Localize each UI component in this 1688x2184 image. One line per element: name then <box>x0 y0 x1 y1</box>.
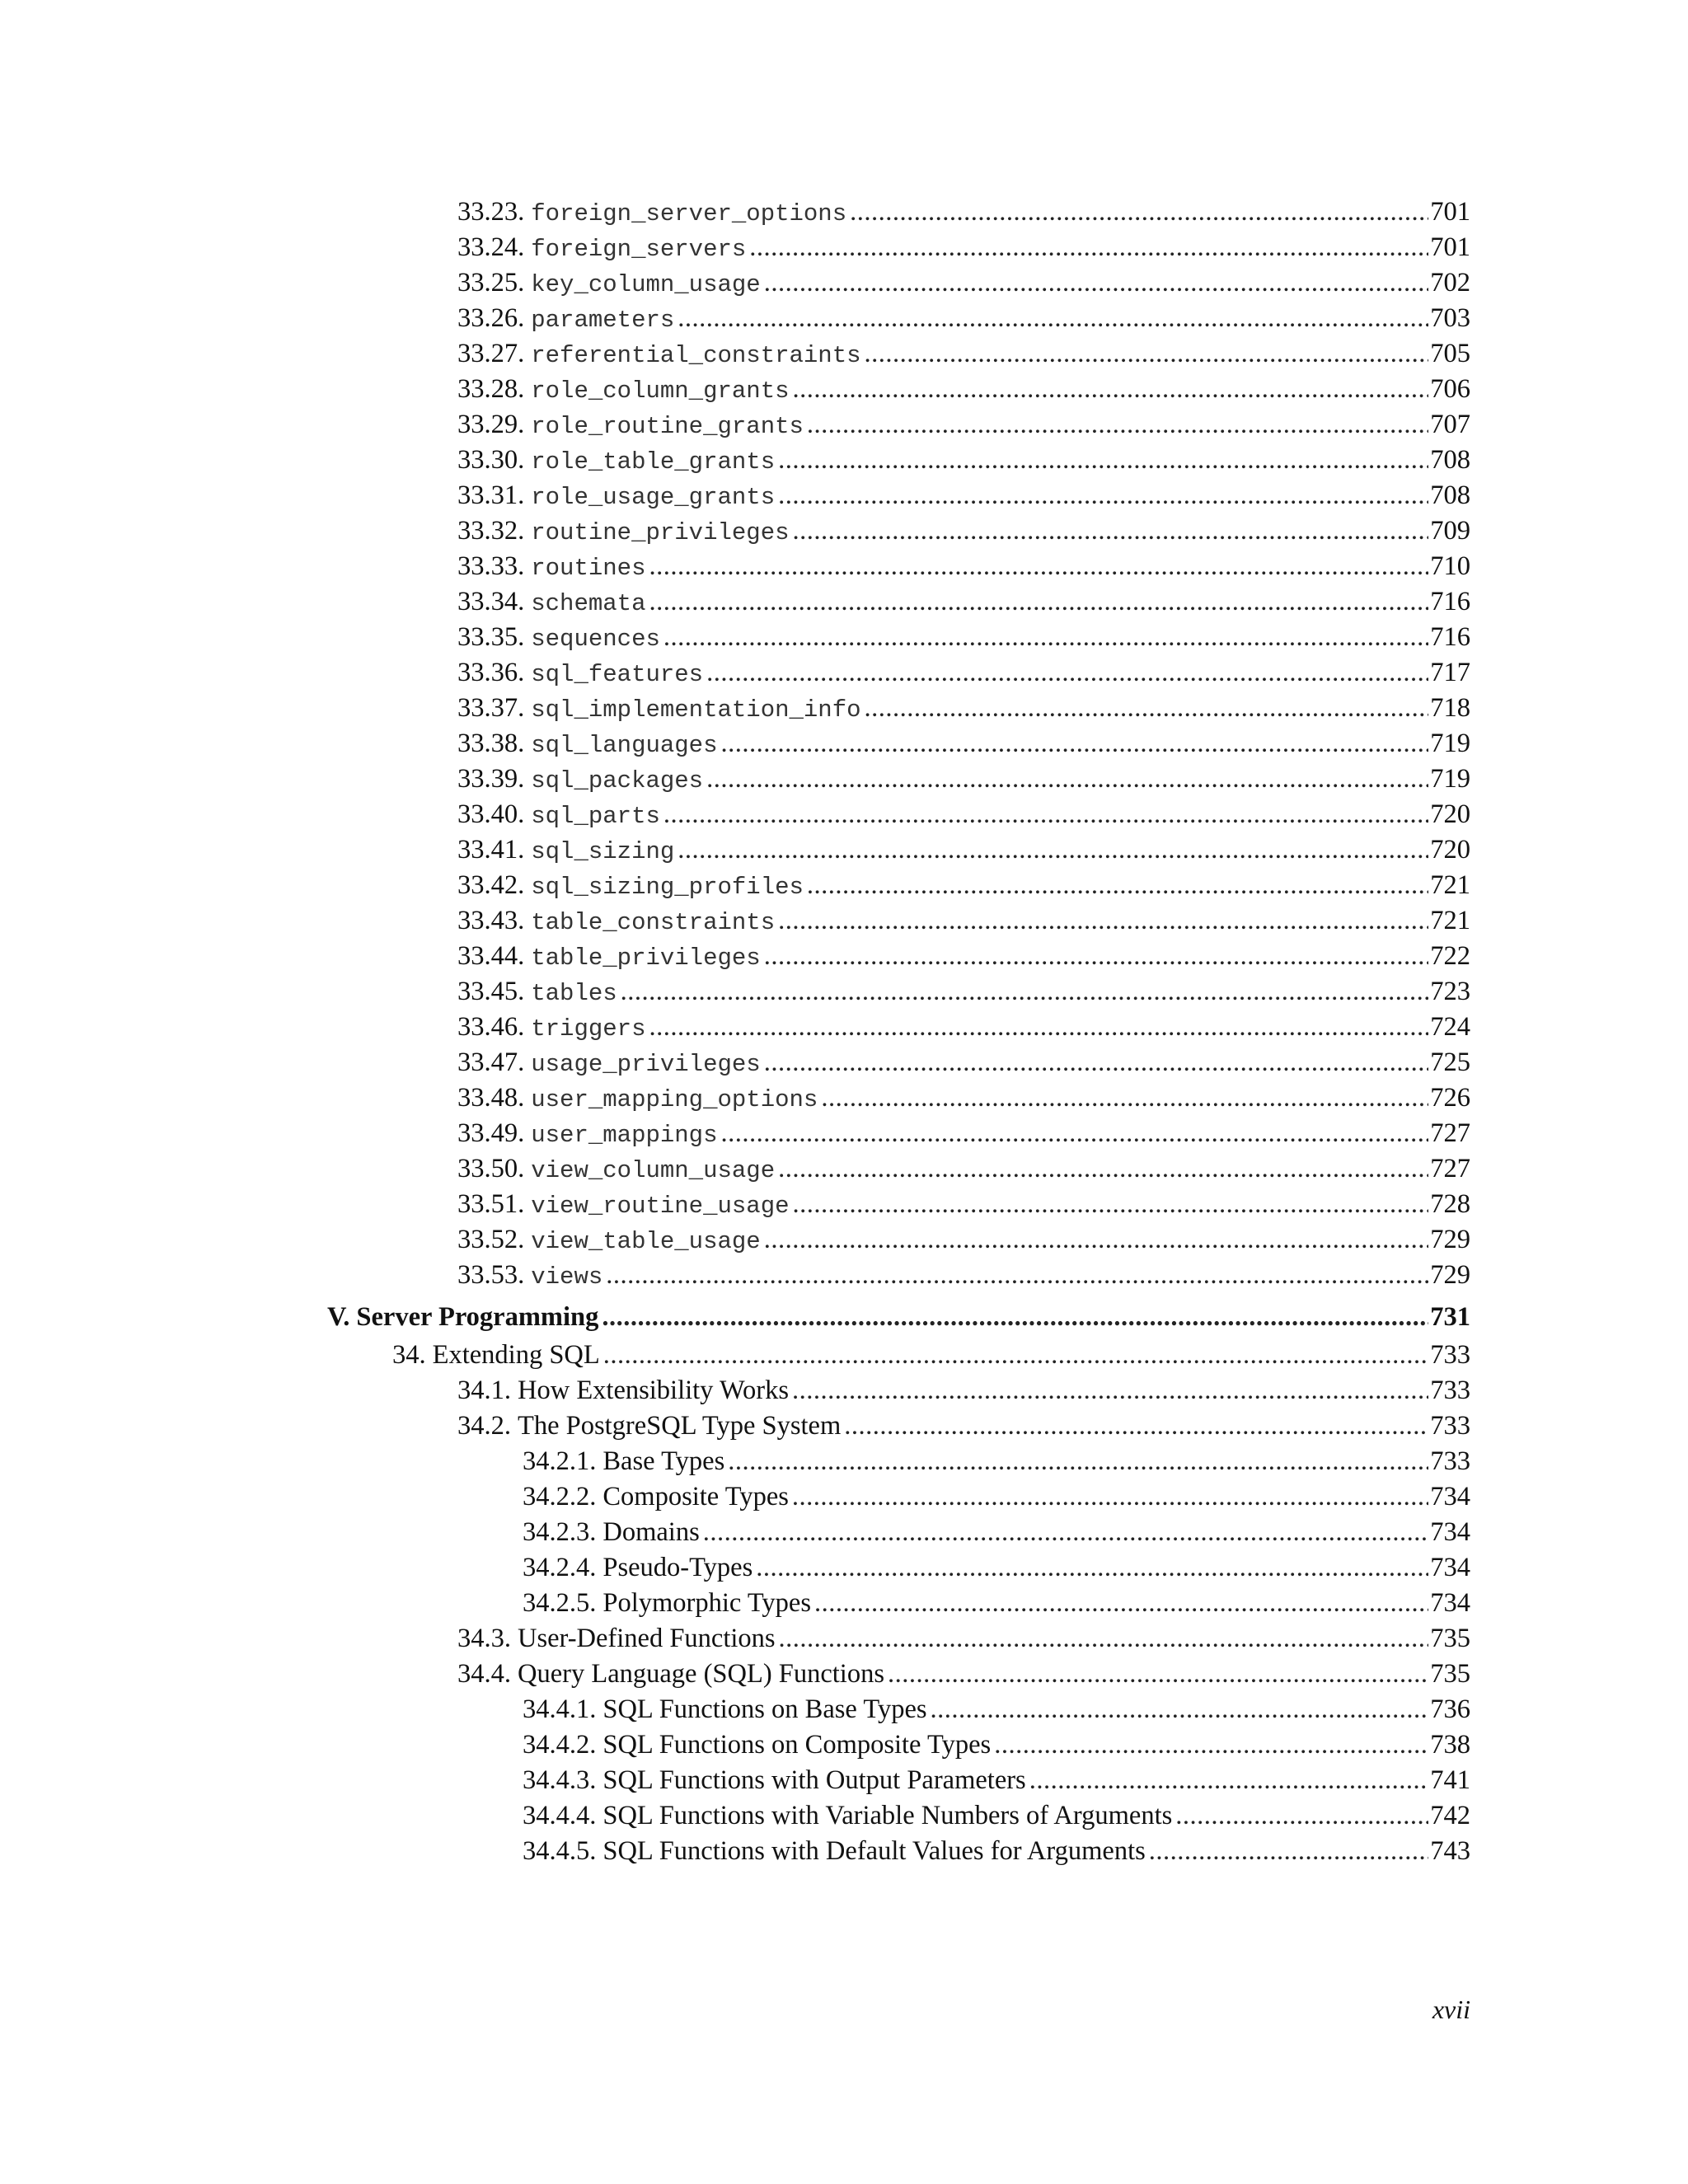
toc-entry-title: sequences <box>531 626 660 653</box>
toc-entry[interactable] <box>327 868 1470 903</box>
toc-entry[interactable] <box>327 1479 1470 1515</box>
dot-leader <box>865 691 1429 726</box>
dot-leader <box>793 1187 1429 1222</box>
toc-entry-number: 34.2.1. <box>523 1446 597 1476</box>
toc-entry-title: Extending SQL <box>432 1340 600 1370</box>
toc-entry-page: 708 <box>1430 480 1470 510</box>
toc-entry[interactable] <box>327 584 1470 620</box>
toc-entry-number: 33.25. <box>457 268 525 298</box>
toc-entry-page: 720 <box>1430 835 1470 865</box>
toc-entry[interactable] <box>327 194 1470 230</box>
toc-entry[interactable] <box>327 1373 1470 1408</box>
toc-entry-number: 34.4.1. <box>523 1694 597 1724</box>
toc-entry-title: role_table_grants <box>531 448 776 476</box>
toc-entry-number: 33.50. <box>457 1154 525 1183</box>
toc-entry-number: 33.37. <box>457 693 525 723</box>
toc-entry-title: tables <box>531 980 617 1007</box>
toc-entry-page: 728 <box>1430 1189 1470 1219</box>
dot-leader <box>764 1222 1429 1258</box>
toc-entry[interactable] <box>327 1296 1470 1338</box>
toc-entry[interactable] <box>327 1408 1470 1444</box>
toc-entry-page: 734 <box>1430 1588 1470 1618</box>
toc-entry-title: foreign_server_options <box>531 200 847 227</box>
dot-leader <box>821 1080 1428 1116</box>
toc-entry-title: The PostgreSQL Type System <box>518 1411 842 1441</box>
toc-entry-title: sql_packages <box>531 767 704 794</box>
dot-leader <box>721 726 1429 762</box>
toc-entry-page: 721 <box>1430 906 1470 935</box>
dot-leader <box>663 620 1428 655</box>
toc-entry[interactable] <box>327 691 1470 726</box>
toc-entry[interactable] <box>327 1834 1470 1869</box>
dot-leader <box>792 1373 1428 1408</box>
toc-entry-title: referential_constraints <box>531 342 861 369</box>
toc-entry-page: 742 <box>1430 1801 1470 1830</box>
toc-entry[interactable] <box>327 301 1470 336</box>
toc-entry-title: sql_implementation_info <box>531 696 861 724</box>
toc-entry-number: 34.4. <box>457 1659 511 1689</box>
toc-entry-page: 734 <box>1430 1553 1470 1582</box>
dot-leader <box>778 478 1428 513</box>
toc-entry-page: 710 <box>1430 551 1470 581</box>
toc-entry-page: 734 <box>1430 1517 1470 1547</box>
toc-entry[interactable] <box>327 1657 1470 1692</box>
toc-entry-page: 735 <box>1430 1624 1470 1653</box>
toc-entry[interactable] <box>327 478 1470 513</box>
toc-entry[interactable] <box>327 549 1470 584</box>
toc-entry-number: 34.4.5. <box>523 1836 597 1866</box>
toc-entry-page: 738 <box>1430 1730 1470 1760</box>
toc-entry-page: 733 <box>1430 1376 1470 1405</box>
toc-entry-title: table_constraints <box>531 909 776 936</box>
toc-entry-page: 719 <box>1430 729 1470 758</box>
toc-entry[interactable] <box>327 1515 1470 1550</box>
toc-entry-page: 733 <box>1430 1340 1470 1370</box>
toc-entry-number: 33.42. <box>457 870 525 900</box>
dot-leader <box>793 513 1429 549</box>
dot-leader <box>606 1258 1428 1293</box>
toc-entry-page: 729 <box>1430 1225 1470 1254</box>
toc-entry-number: 33.39. <box>457 764 525 794</box>
toc-entry[interactable] <box>327 974 1470 1010</box>
toc-entry-number: 34.4.2. <box>523 1730 597 1760</box>
toc-entry-title: Composite Types <box>603 1482 789 1511</box>
toc-entry[interactable] <box>327 1586 1470 1621</box>
toc-entry[interactable] <box>327 1550 1470 1586</box>
dot-leader <box>1149 1834 1428 1869</box>
toc-entry-title: sql_parts <box>531 803 660 830</box>
toc-entry-page: 731 <box>1430 1302 1470 1332</box>
toc-entry-number: V. <box>327 1302 350 1332</box>
toc-entry-number: 33.38. <box>457 729 525 758</box>
dot-leader <box>764 939 1429 974</box>
toc-entry-number: 33.26. <box>457 303 525 333</box>
toc-entry-number: 33.27. <box>457 339 525 368</box>
dot-leader <box>931 1692 1429 1727</box>
toc-entry-page: 743 <box>1430 1836 1470 1866</box>
toc-entry-page: 708 <box>1430 445 1470 475</box>
toc-entry-number: 34.4.3. <box>523 1765 597 1795</box>
toc-entry-number: 33.46. <box>457 1012 525 1042</box>
toc-entry-page: 706 <box>1430 374 1470 404</box>
dot-leader <box>994 1727 1428 1763</box>
toc-entry-number: 33.52. <box>457 1225 525 1254</box>
dot-leader <box>703 1515 1429 1550</box>
toc-entry-number: 33.29. <box>457 410 525 439</box>
toc-entry-title: schemata <box>531 590 646 617</box>
toc-entry[interactable] <box>327 726 1470 762</box>
toc-entry-number: 33.32. <box>457 516 525 546</box>
toc-entry[interactable] <box>327 443 1470 478</box>
toc-entry-page: 729 <box>1430 1260 1470 1290</box>
dot-leader <box>603 1338 1429 1373</box>
toc-entry-page: 735 <box>1430 1659 1470 1689</box>
toc-entry-title: Query Language (SQL) Functions <box>518 1659 884 1689</box>
toc-entry-title: usage_privileges <box>531 1051 761 1078</box>
toc-entry-page: 717 <box>1430 658 1470 687</box>
toc-entry[interactable] <box>327 903 1470 939</box>
toc-entry-title: SQL Functions on Composite Types <box>603 1730 992 1760</box>
dot-leader <box>621 974 1429 1010</box>
toc-entry-title: User-Defined Functions <box>518 1624 776 1653</box>
toc-entry-title: sql_sizing <box>531 838 675 865</box>
toc-entry-number: 34.2.3. <box>523 1517 597 1547</box>
toc-entry[interactable] <box>327 230 1470 265</box>
dot-leader <box>844 1408 1428 1444</box>
toc-entry-page: 702 <box>1430 268 1470 298</box>
toc-entry-title: SQL Functions with Output Parameters <box>603 1765 1026 1795</box>
toc-entry[interactable] <box>327 407 1470 443</box>
toc-entry-number: 33.23. <box>457 197 525 227</box>
toc-entry-title: SQL Functions with Default Values for Arguments <box>603 1836 1146 1866</box>
toc-entry-page: 701 <box>1430 232 1470 262</box>
dot-leader <box>814 1586 1428 1621</box>
toc-entry-title: routine_privileges <box>531 519 790 546</box>
toc-entry[interactable] <box>327 1692 1470 1727</box>
toc-entry-title: sql_sizing_profiles <box>531 874 804 901</box>
toc-entry-number: 33.41. <box>457 835 525 865</box>
toc-entry[interactable] <box>327 1010 1470 1045</box>
toc-entry-page: 725 <box>1430 1047 1470 1077</box>
toc-entry[interactable] <box>327 939 1470 974</box>
toc-entry[interactable] <box>327 1621 1470 1657</box>
toc-entry-title: table_privileges <box>531 944 761 972</box>
page-number: xvii <box>1432 1994 1470 2024</box>
toc-entry-number: 33.43. <box>457 906 525 935</box>
toc-entry-title: sql_languages <box>531 732 718 759</box>
dot-leader <box>649 1010 1428 1045</box>
toc-entry-page: 741 <box>1430 1765 1470 1795</box>
toc-entry[interactable] <box>327 762 1470 797</box>
dot-leader <box>1175 1798 1428 1834</box>
dot-leader <box>778 903 1428 939</box>
toc-entry[interactable] <box>327 265 1470 301</box>
toc-entry-page: 733 <box>1430 1446 1470 1476</box>
toc-entry-title: Server Programming <box>356 1302 599 1332</box>
toc-entry-number: 33.36. <box>457 658 525 687</box>
toc-entry-page: 722 <box>1430 941 1470 971</box>
dot-leader <box>792 1479 1428 1515</box>
toc-entry-title: Domains <box>603 1517 700 1547</box>
toc-entry[interactable] <box>327 1151 1470 1187</box>
toc-entry-title: view_table_usage <box>531 1228 761 1255</box>
toc-entry-page: 736 <box>1430 1694 1470 1724</box>
dot-leader <box>663 797 1428 832</box>
toc-entry[interactable] <box>327 655 1470 691</box>
toc-entry-title: view_column_usage <box>531 1157 776 1184</box>
toc-entry-number: 33.34. <box>457 587 525 616</box>
toc-entry[interactable] <box>327 1222 1470 1258</box>
toc-entry-title: parameters <box>531 307 675 334</box>
toc-entry-page: 718 <box>1430 693 1470 723</box>
toc-entry-number: 33.53. <box>457 1260 525 1290</box>
toc-entry-title: views <box>531 1263 603 1291</box>
dot-leader <box>764 1045 1429 1080</box>
toc-entry[interactable] <box>327 1444 1470 1479</box>
toc-entry-number: 33.51. <box>457 1189 525 1219</box>
dot-leader <box>1029 1763 1429 1798</box>
toc-entry-page: 707 <box>1430 410 1470 439</box>
toc-entry[interactable] <box>327 372 1470 407</box>
toc-entry[interactable] <box>327 832 1470 868</box>
toc-entry-title: How Extensibility Works <box>518 1376 789 1405</box>
dot-leader <box>756 1550 1428 1586</box>
toc-entry-number: 33.45. <box>457 977 525 1006</box>
toc-entry[interactable] <box>327 1187 1470 1222</box>
toc-entry-title: triggers <box>531 1015 646 1043</box>
toc-entry-page: 727 <box>1430 1154 1470 1183</box>
toc-entry-number: 33.35. <box>457 622 525 652</box>
dot-leader <box>749 230 1428 265</box>
toc-entry-number: 33.24. <box>457 232 525 262</box>
toc-entry-page: 727 <box>1430 1118 1470 1148</box>
toc-entry-number: 34.3. <box>457 1624 511 1653</box>
toc-entry-title: role_column_grants <box>531 377 790 405</box>
toc-entry-title: SQL Functions with Variable Numbers of Arguments <box>603 1801 1173 1830</box>
dot-leader <box>778 1151 1428 1187</box>
dot-leader <box>721 1116 1429 1151</box>
dot-leader <box>764 265 1429 301</box>
toc-entry[interactable] <box>327 1763 1470 1798</box>
dot-leader <box>728 1444 1428 1479</box>
toc-entry[interactable] <box>327 513 1470 549</box>
toc-entry-number: 33.44. <box>457 941 525 971</box>
toc-entry-page: 705 <box>1430 339 1470 368</box>
toc-entry-number: 34.2.5. <box>523 1588 597 1618</box>
toc-entry-title: foreign_servers <box>531 236 747 263</box>
toc-entry-number: 34.1. <box>457 1376 511 1405</box>
dot-leader <box>678 832 1428 868</box>
toc-entry-title: role_usage_grants <box>531 484 776 511</box>
toc-entry-number: 33.31. <box>457 480 525 510</box>
dot-leader <box>778 443 1428 478</box>
toc-entry-page: 716 <box>1430 622 1470 652</box>
toc-entry-page: 733 <box>1430 1411 1470 1441</box>
toc-entry-number: 33.33. <box>457 551 525 581</box>
toc-entry-number: 33.49. <box>457 1118 525 1148</box>
dot-leader <box>793 372 1429 407</box>
dot-leader <box>888 1657 1428 1692</box>
toc-entry-title: sql_features <box>531 661 704 688</box>
toc-entry-page: 720 <box>1430 799 1470 829</box>
toc-entry-title: user_mappings <box>531 1122 718 1149</box>
toc-entry[interactable] <box>327 1258 1470 1293</box>
toc-entry-title: Polymorphic Types <box>603 1588 811 1618</box>
toc-entry[interactable] <box>327 797 1470 832</box>
toc-entry-page: 723 <box>1430 977 1470 1006</box>
toc-entry-title: Base Types <box>603 1446 725 1476</box>
dot-leader <box>706 762 1428 797</box>
toc-entry[interactable] <box>327 1727 1470 1763</box>
toc-entry[interactable] <box>327 336 1470 372</box>
dot-leader <box>779 1621 1429 1657</box>
toc-entry[interactable] <box>327 1798 1470 1834</box>
toc-entry[interactable] <box>327 1116 1470 1151</box>
toc-entry-title: routines <box>531 555 646 582</box>
toc-entry[interactable] <box>327 620 1470 655</box>
toc-entry-page: 721 <box>1430 870 1470 900</box>
toc-entry[interactable] <box>327 1080 1470 1116</box>
toc-entry-page: 701 <box>1430 197 1470 227</box>
toc-entry[interactable] <box>327 1045 1470 1080</box>
table-of-contents <box>327 194 1470 1869</box>
toc-entry-title: key_column_usage <box>531 271 761 298</box>
dot-leader <box>649 549 1428 584</box>
dot-leader <box>807 868 1428 903</box>
toc-entry-title: view_routine_usage <box>531 1193 790 1220</box>
toc-entry-number: 33.48. <box>457 1083 525 1113</box>
dot-leader <box>649 584 1428 620</box>
dot-leader <box>865 336 1429 372</box>
toc-entry-page: 709 <box>1430 516 1470 546</box>
toc-entry[interactable] <box>327 1338 1470 1373</box>
toc-entry-number: 34.2.2. <box>523 1482 597 1511</box>
toc-entry-number: 34. <box>392 1340 426 1370</box>
toc-entry-number: 34.2.4. <box>523 1553 597 1582</box>
dot-leader <box>706 655 1428 691</box>
toc-entry-number: 33.30. <box>457 445 525 475</box>
toc-entry-number: 34.2. <box>457 1411 511 1441</box>
toc-entry-title: user_mapping_options <box>531 1086 818 1113</box>
toc-entry-title: Pseudo-Types <box>603 1553 753 1582</box>
toc-entry-page: 719 <box>1430 764 1470 794</box>
toc-entry-number: 33.47. <box>457 1047 525 1077</box>
toc-entry-page: 726 <box>1430 1083 1470 1113</box>
toc-entry-title: SQL Functions on Base Types <box>603 1694 927 1724</box>
dot-leader <box>602 1296 1428 1338</box>
dot-leader <box>850 194 1428 230</box>
toc-entry-number: 33.28. <box>457 374 525 404</box>
toc-entry-title: role_routine_grants <box>531 413 804 440</box>
toc-entry-page: 716 <box>1430 587 1470 616</box>
toc-entry-number: 33.40. <box>457 799 525 829</box>
toc-entry-page: 734 <box>1430 1482 1470 1511</box>
toc-entry-page: 703 <box>1430 303 1470 333</box>
dot-leader <box>678 301 1428 336</box>
toc-entry-number: 34.4.4. <box>523 1801 597 1830</box>
toc-entry-page: 724 <box>1430 1012 1470 1042</box>
dot-leader <box>807 407 1428 443</box>
